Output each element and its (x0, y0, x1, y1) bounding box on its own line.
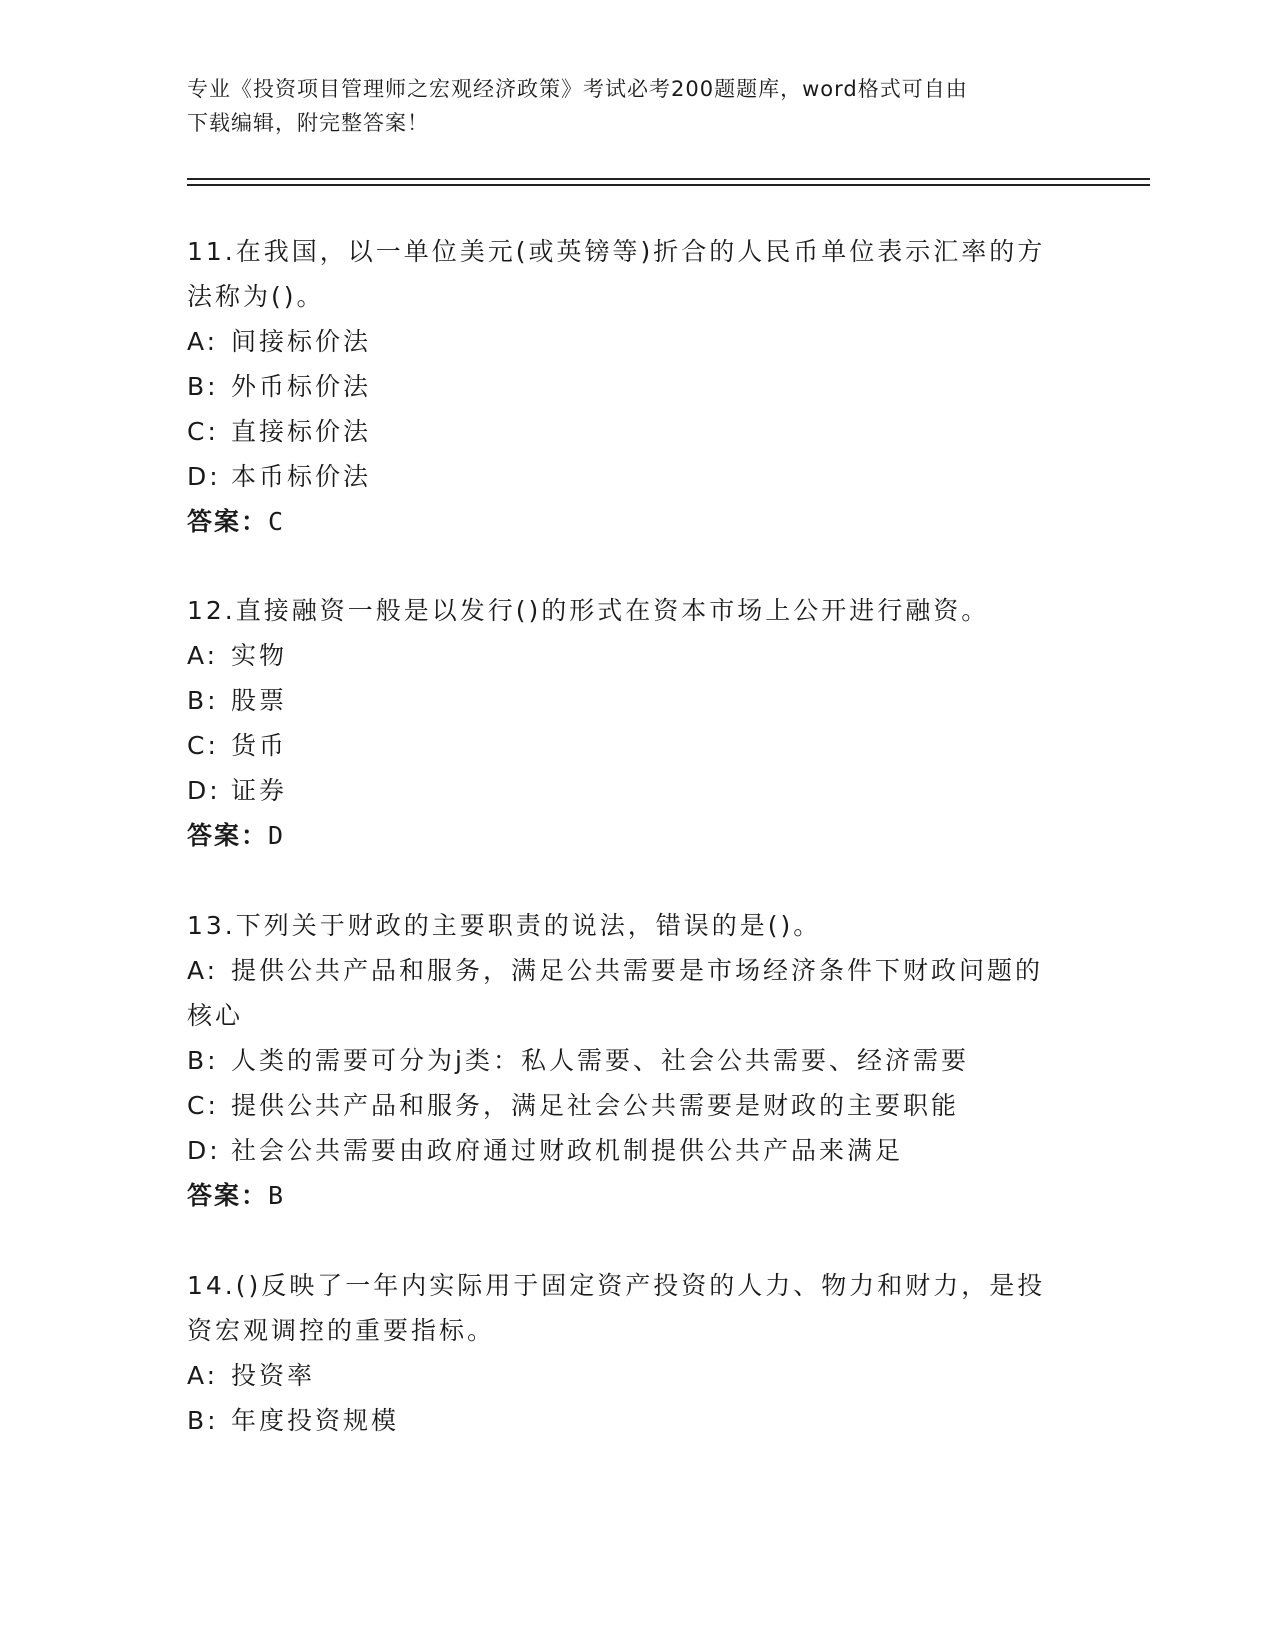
answer-line (187, 813, 1087, 858)
header-divider-top (187, 178, 1150, 180)
question-title-cont: 资宏观调控的重要指标。 (187, 1316, 496, 1345)
option-d (187, 454, 1087, 499)
option-letter: B: (187, 686, 219, 715)
option-a (187, 633, 1087, 678)
option-text: 外币标价法 (231, 372, 372, 401)
option-text: 股票 (231, 686, 288, 715)
option-letter: B: (187, 372, 219, 401)
option-letter: B: (187, 1406, 219, 1435)
answer-label: 答案： (187, 507, 269, 536)
answer-value: D (268, 821, 286, 850)
option-c (187, 1083, 1087, 1128)
option-a (187, 319, 1087, 364)
option-b (187, 364, 1087, 409)
option-letter: A: (187, 641, 219, 670)
option-text: 提供公共产品和服务，满足社会公共需要是财政的主要职能 (231, 1091, 960, 1120)
question-14 (187, 1263, 1087, 1443)
option-text: 货币 (231, 731, 288, 760)
option-d (187, 768, 1087, 813)
option-letter: A: (187, 327, 219, 356)
option-text: 社会公共需要由政府通过财政机制提供公共产品来满足 (231, 1136, 904, 1165)
answer-value: C (268, 507, 286, 536)
question-title: 14.()反映了一年内实际用于固定资产投资的人力、物力和财力，是投 (187, 1271, 1046, 1300)
option-b (187, 1038, 1087, 1083)
option-letter: C: (187, 731, 219, 760)
answer-value: B (268, 1181, 286, 1210)
option-b (187, 678, 1087, 723)
question-11 (187, 229, 1087, 544)
option-text: 证券 (231, 776, 288, 805)
option-a (187, 1353, 1087, 1398)
option-letter: A: (187, 1361, 219, 1390)
option-b (187, 1398, 1087, 1443)
option-c (187, 409, 1087, 454)
option-letter: C: (187, 417, 219, 446)
answer-line (187, 1173, 1087, 1218)
option-a (187, 948, 1087, 993)
option-text: 提供公共产品和服务，满足公共需要是市场经济条件下财政问题的 (231, 956, 1044, 985)
answer-label: 答案： (187, 821, 269, 850)
option-text: 本币标价法 (231, 462, 372, 491)
question-title: 13.下列关于财政的主要职责的说法，错误的是()。 (187, 911, 822, 940)
option-text: 人类的需要可分为j类：私人需要、社会公共需要、经济需要 (231, 1046, 969, 1075)
option-letter: C: (187, 1091, 219, 1120)
option-text: 实物 (231, 641, 288, 670)
option-letter: B: (187, 1046, 219, 1075)
option-text: 年度投资规模 (231, 1406, 400, 1435)
question-title: 11.在我国，以一单位美元(或英镑等)折合的人民币单位表示汇率的方 (187, 237, 1046, 266)
option-letter: D: (187, 776, 221, 805)
option-letter: A: (187, 956, 219, 985)
intro-line-2: 下载编辑，附完整答案！ (187, 111, 429, 135)
question-title-cont: 法称为()。 (187, 282, 325, 311)
answer-label: 答案： (187, 1181, 269, 1210)
option-c (187, 723, 1087, 768)
option-text: 投资率 (231, 1361, 316, 1390)
question-title: 12.直接融资一般是以发行()的形式在资本市场上公开进行融资。 (187, 596, 990, 625)
header-divider-bottom (187, 184, 1150, 186)
option-d (187, 1128, 1087, 1173)
answer-line (187, 499, 1087, 544)
option-a-cont: 核心 (187, 1001, 244, 1030)
question-12 (187, 588, 1087, 858)
question-13 (187, 903, 1087, 1218)
option-letter: D: (187, 462, 221, 491)
option-text: 间接标价法 (231, 327, 372, 356)
intro-line-1: 专业《投资项目管理师之宏观经济政策》考试必考200题题库，word格式可自由 (187, 77, 968, 101)
option-text: 直接标价法 (231, 417, 372, 446)
document-intro (187, 72, 1087, 140)
option-letter: D: (187, 1136, 221, 1165)
